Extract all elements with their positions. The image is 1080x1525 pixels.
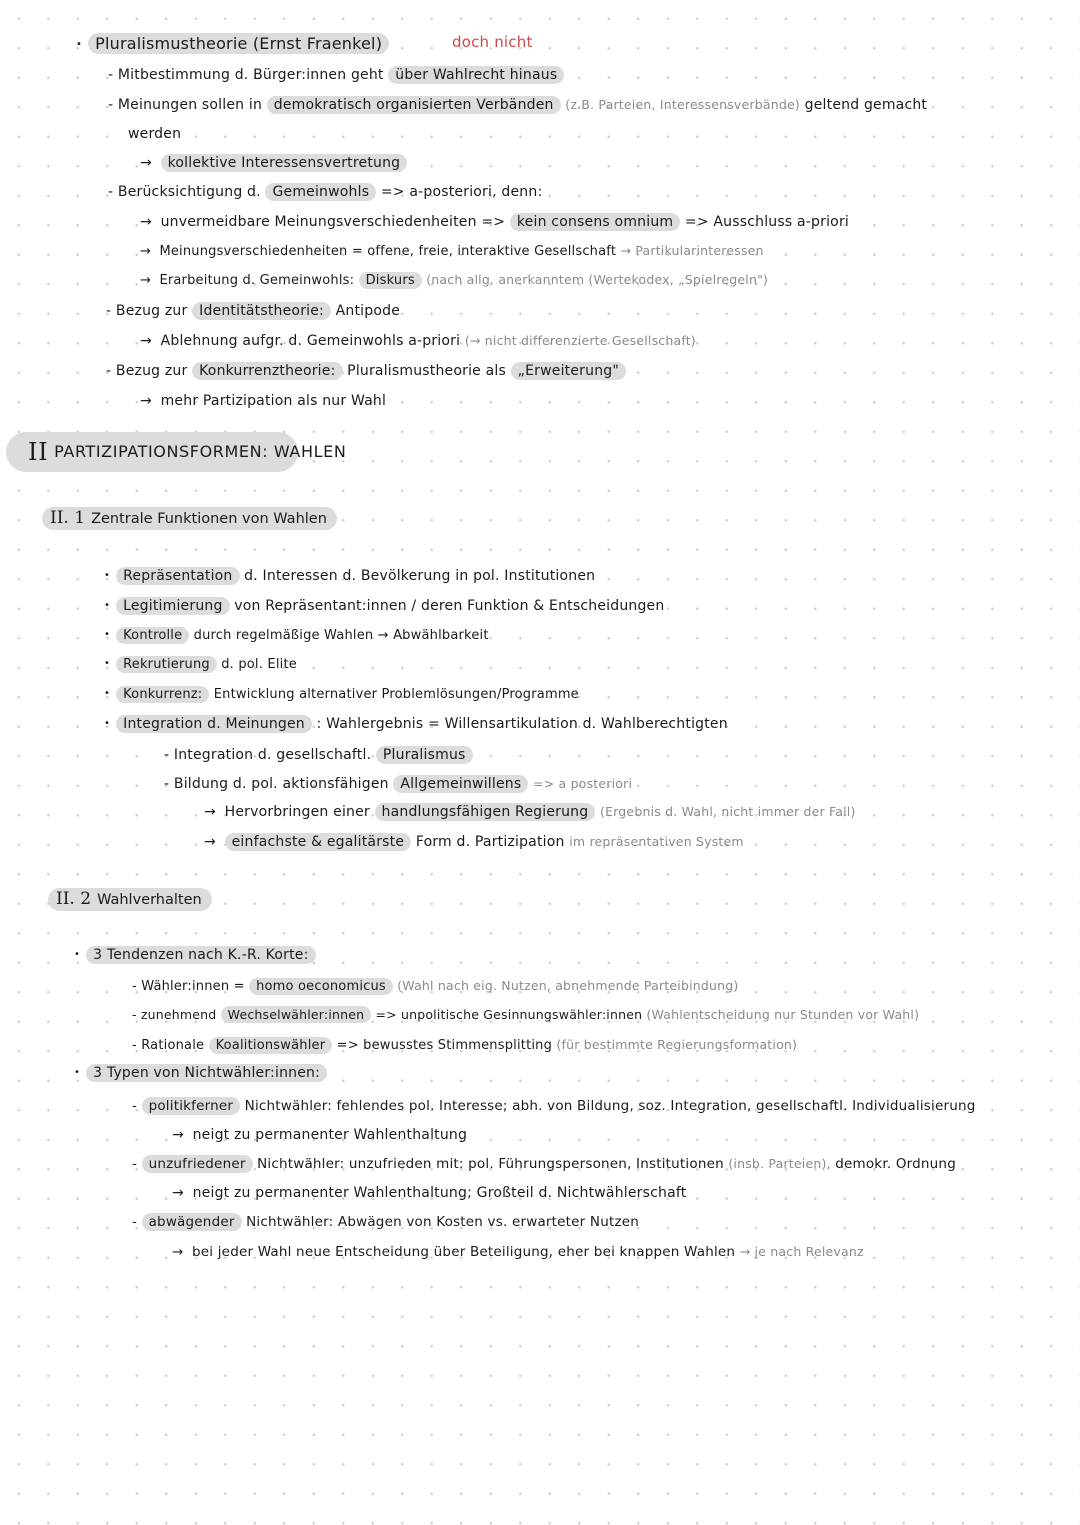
text: - — [132, 1098, 138, 1114]
gray-note: => a posteriori — [533, 776, 633, 791]
text: neigt zu permanenter Wahlenthaltung — [192, 1127, 468, 1143]
text: - Mitbestimmung d. Bürger:innen geht — [108, 67, 384, 83]
integration-sub-3 — [204, 802, 856, 822]
highlight: kollektive Interessensvertretung — [161, 154, 408, 172]
highlight: Integration d. Meinungen — [116, 715, 312, 733]
arrow-icon: → — [140, 214, 152, 230]
section-numeral: II — [28, 438, 49, 466]
subsection-title: Zentrale Funktionen von Wahlen — [91, 511, 327, 527]
text: : Wahlergebnis = Willensartikulation d. Wahlberechtigten — [316, 716, 728, 732]
text: => Ausschluss a-priori — [684, 214, 849, 230]
pluralism-line-1 — [108, 65, 564, 85]
bullet: • — [74, 949, 81, 960]
bullet: • — [104, 688, 111, 699]
text: mehr Partizipation als nur Wahl — [160, 393, 387, 409]
function-recruitment — [104, 654, 297, 675]
function-representation — [104, 566, 595, 586]
highlight: Wechselwähler:innen — [221, 1006, 372, 1023]
highlight: kein consens omnium — [510, 213, 680, 231]
subsection-number: II. 1 — [50, 508, 86, 528]
gray-note: (Wahl nach eig. Nutzen, abnehmende Parteibindung) — [397, 978, 739, 993]
highlight: Gemeinwohls — [265, 183, 376, 201]
function-control — [104, 625, 489, 646]
highlight: abwägender — [142, 1213, 242, 1231]
pluralism-line-5 — [108, 182, 542, 202]
text: demokr. Ordnung — [835, 1156, 956, 1172]
text: - zunehmend — [132, 1007, 217, 1022]
pluralism-line-7 — [140, 241, 764, 262]
pluralism-line-11 — [106, 361, 626, 381]
section-title: PARTIZIPATIONSFORMEN: WAHLEN — [54, 442, 347, 461]
pluralism-line-6 — [140, 212, 849, 232]
integration-sub-1 — [164, 745, 473, 765]
gray-note: → Partikularinteressen — [620, 243, 764, 258]
gray-note: (insb. Parteien), — [728, 1156, 831, 1171]
highlight: Legitimierung — [116, 597, 229, 615]
text: - Bildung d. pol. aktionsfähigen — [164, 776, 389, 792]
nonvoter-type-3 — [132, 1212, 639, 1232]
nonvoter-type-2-sub — [172, 1183, 686, 1203]
arrow-icon: → — [172, 1127, 184, 1143]
arrow-icon: → — [204, 834, 216, 850]
highlight: Repräsentation — [116, 567, 239, 585]
highlight: Konkurrenz: — [116, 686, 209, 703]
highlight: unzufriedener — [142, 1155, 253, 1173]
text: neigt zu permanenter Wahlenthaltung; Großteil d. Nichtwählerschaft — [192, 1185, 687, 1201]
arrow-icon: → — [204, 804, 216, 820]
text: - Integration d. gesellschaftl. — [164, 747, 372, 763]
text: - Meinungen sollen in — [108, 97, 263, 113]
function-competition — [104, 684, 579, 705]
function-integration — [104, 714, 728, 734]
tendency-3 — [132, 1035, 797, 1056]
text: geltend gemacht — [804, 97, 928, 113]
gray-note: (Ergebnis d. Wahl, nicht immer der Fall) — [600, 804, 856, 819]
text: Erarbeitung d. Gemeinwohls: — [159, 273, 355, 288]
highlight: Allgemeinwillens — [393, 775, 528, 793]
bullet: • — [104, 658, 111, 669]
highlight: politikferner — [142, 1097, 241, 1115]
text: bei jeder Wahl neue Entscheidung über Beteiligung, eher bei knappen Wahlen — [192, 1244, 736, 1260]
text: - Bezug zur — [106, 363, 188, 379]
highlight: handlungsfähigen Regierung — [375, 803, 596, 821]
text: unvermeidbare Meinungsverschiedenheiten => — [160, 214, 506, 230]
highlight: Kontrolle — [116, 627, 189, 644]
bullet: • — [74, 1067, 81, 1078]
pluralism-line-3: werden — [128, 126, 182, 142]
gray-note: → je nach Relevanz — [739, 1244, 864, 1259]
highlight: Identitätstheorie: — [192, 302, 331, 320]
tendency-2 — [132, 1005, 919, 1025]
subsection-2-heading — [48, 888, 212, 911]
highlight: 3 Tendenzen nach K.-R. Korte: — [86, 946, 315, 964]
bullet: • — [104, 600, 111, 611]
tendency-1 — [132, 976, 738, 997]
function-legitimation — [104, 596, 664, 616]
gray-note: (z.B. Parteien, Interessensverbände) — [565, 97, 800, 112]
text: - Rationale — [132, 1038, 205, 1053]
text: => unpolitische Gesinnungswähler:innen — [375, 1007, 643, 1022]
text: d. Interessen d. Bevölkerung in pol. Institutionen — [244, 568, 596, 584]
text: Nichtwähler: Abwägen von Kosten vs. erwarteter Nutzen — [246, 1214, 640, 1230]
arrow-icon: → — [172, 1185, 184, 1201]
nonvoter-types-heading — [74, 1063, 327, 1083]
text: Pluralismustheorie als — [347, 363, 507, 379]
arrow-icon: → — [172, 1244, 184, 1260]
text: Form d. Partizipation — [415, 834, 565, 850]
text: Entwicklung alternativer Problemlösungen/Programme — [213, 687, 579, 702]
arrow-icon: → — [140, 393, 152, 409]
highlight: einfachste & egalitärste — [225, 833, 412, 851]
subsection-title: Wahlverhalten — [97, 892, 202, 908]
bullet: • — [76, 39, 83, 50]
gray-note: (für bestimmte Regierungsformation) — [556, 1037, 798, 1052]
text: => bewusstes Stimmensplitting — [336, 1038, 553, 1053]
subsection-1-heading — [42, 507, 337, 530]
highlight: Pluralismus — [376, 746, 473, 764]
highlight: demokratisch organisierten Verbänden — [267, 96, 561, 114]
text: Nichtwähler: unzufrieden mit: pol. Führungspersonen, Institutionen — [257, 1156, 724, 1172]
text: Meinungsverschiedenheiten = offene, freie, interaktive Gesellschaft — [159, 244, 617, 259]
highlight: 3 Typen von Nichtwähler:innen: — [86, 1064, 327, 1082]
highlight: Konkurrenztheorie: — [192, 362, 342, 380]
gray-note: (Wahlentscheidung nur Stunden vor Wahl) — [646, 1007, 920, 1022]
arrow-icon: → — [140, 273, 152, 288]
text: - Wähler:innen = — [132, 979, 245, 994]
section-heading — [28, 438, 347, 466]
text: Antipode — [335, 303, 401, 319]
pluralism-line-9 — [106, 301, 400, 321]
subsection-number: II. 2 — [56, 889, 92, 909]
gray-note: (nach allg. anerkanntem (Wertekodex, „Spielregeln") — [426, 272, 769, 287]
pluralism-line-12 — [140, 391, 386, 411]
highlight: Koalitionswähler — [209, 1037, 333, 1054]
text: - — [132, 1214, 138, 1230]
pluralism-title-line — [76, 34, 389, 55]
highlight: „Erweiterung" — [511, 362, 626, 380]
nonvoter-type-3-sub — [172, 1242, 864, 1262]
highlight: homo oeconomicus — [249, 978, 393, 995]
highlight: Rekrutierung — [116, 656, 217, 673]
highlight: über Wahlrecht hinaus — [388, 66, 564, 84]
bullet: • — [104, 570, 111, 581]
text: => a-posteriori, denn: — [380, 184, 543, 200]
tendencies-heading — [74, 945, 316, 965]
arrow-icon: → — [140, 333, 152, 349]
text: Nichtwähler: fehlendes pol. Interesse; abh. von Bildung, soz. Integration, gesellschaftl. Individualisierung — [244, 1098, 976, 1114]
integration-sub-4 — [204, 832, 744, 852]
arrow-icon: → — [140, 155, 152, 171]
pluralism-title: Pluralismustheorie (Ernst Fraenkel) — [88, 33, 389, 54]
text: d. pol. Elite — [221, 657, 297, 672]
bullet: • — [104, 718, 111, 729]
pluralism-line-10 — [140, 331, 696, 351]
nonvoter-type-1 — [132, 1096, 976, 1116]
gray-note: im repräsentativen System — [569, 834, 744, 849]
highlight: Diskurs — [359, 272, 422, 289]
pluralism-line-8 — [140, 270, 768, 291]
nonvoter-type-1-sub — [172, 1125, 467, 1145]
bullet: • — [104, 629, 111, 640]
text: - Berücksichtigung d. — [108, 184, 261, 200]
text: - — [132, 1156, 138, 1172]
nonvoter-type-2 — [132, 1154, 956, 1174]
text: durch regelmäßige Wahlen → Abwählbarkeit — [193, 628, 489, 643]
pluralism-line-2 — [108, 95, 927, 115]
text: Hervorbringen einer — [224, 804, 370, 820]
gray-note: (→ nicht differenzierte Gesellschaft) — [464, 333, 696, 348]
text: Ablehnung aufgr. d. Gemeinwohls a-priori — [160, 333, 461, 349]
text: - Bezug zur — [106, 303, 188, 319]
integration-sub-2 — [164, 774, 632, 794]
margin-note: doch nicht — [452, 33, 533, 51]
pluralism-line-4 — [140, 153, 407, 173]
arrow-icon: → — [140, 244, 152, 259]
text: von Repräsentant:innen / deren Funktion & Entscheidungen — [234, 598, 665, 614]
